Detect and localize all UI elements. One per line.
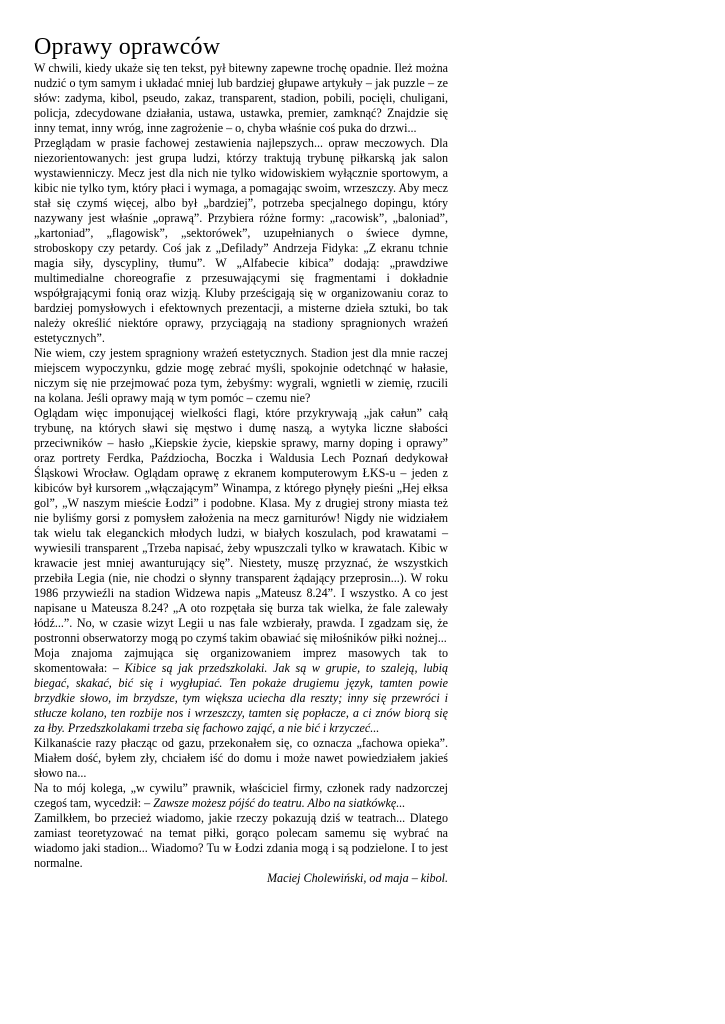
- paragraph-acquaintance-quote: [34, 646, 448, 736]
- paragraph-tear-gas: Kilkanaście razy płacząc od gazu, przekonałem się, co oznacza „fachowa opieka”. Miałem dość, byłem zły, chciałem iść do domu i może nawet powiedziałem jakieś słowo na...: [34, 736, 448, 780]
- paragraph-stadium-rest: Nie wiem, czy jestem spragniony wrażeń estetycznych. Stadion jest dla mnie raczej miejscem wypoczynku, gdzie mogę zebrać myśli, spokojnie odetchnąć w hałasie, niczym się nie przejmować poza tym, żebyśmy: wygrali, wgnietli w ziemię, rzucili na kolana. Jeśli oprawy mają w tym pomóc – czemu nie?: [34, 346, 448, 405]
- article-title: Oprawy oprawców: [34, 34, 221, 60]
- paragraph-oprawy-definition: Przeglądam w prasie fachowej zestawienia najlepszych... opraw meczowych. Dla niezorientowanych: jest grupa ludzi, którzy traktują trybunę piłkarską jak salon wystawienniczy. Mecz jest dla nich nie tylko widowiskiem wyłącznie sportowym, a kibic nie tylko tym, który płaci i wymaga, a pomagając swoim, wrzeszczy. Aby mecz stał się czymś więcej, albo był „bardziej”, potrzeba specjalnego dopingu, który nazywany jest właśnie „oprawą”. Przybiera różne formy: „racowisk”, „baloniad”, „kartoniad”, „flagowisk”, „sektorówek”, uzupełnianych o świece dymne, stroboskopy czy petardy. Coś jak z „Defilady” Andrzeja Fidyka: „Z ekranu tchnie magia siły, dyscypliny, tłumu”. W „Alfabecie kibica” dodają: „prawdziwe multimedialne choreografie z przesuwającymi się fragmentami i dokładnie współgrającymi fonią oraz wizją. Kluby prześcigają się w organizowaniu coraz to bardziej pomysłowych i efektownych prezentacji, a misterne dzieła sztuki, bo tak należy określić niektóre oprawy, przyciągają na stadiony spragnionych wrażeń estetycznych”.: [34, 136, 448, 345]
- quote-intro: Moja znajoma zajmująca się organizowaniem imprez masowych tak to skomentowała: –: [34, 646, 448, 675]
- paragraph-conclusion: Zamilkłem, bo przecież wiadomo, jakie rzeczy pokazują dziś w teatrach... Dlatego zamiast teoretyzować na temat piłki, gorąco polecam samemu się wybrać na wiadomo jaki stadion... Wiadomo? Tu w Łodzi zdania mogą i są podzielone. I to jest normalne.: [34, 811, 448, 870]
- paragraph-colleague-quote: [34, 781, 448, 811]
- paragraph-examples: Oglądam więc imponującej wielkości flagi, które przykrywają „jak całun” całą trybunę, na których sławi się męstwo i dumę naszą, a wytyka liczne słabości przeciwników – hasło „Kiepskie życie, kiepskie sprawy, marny doping i oprawy” oraz portrety Ferdka, Paździocha, Boczka i Waldusia Lech Poznań dedykował Śląskowi Wrocław. Oglądam oprawę z ekranem komputerowym ŁKS-u – jeden z kibiców był kursorem „włączającym” Winampa, z którego płynęły pieśni „Hej ełksa gol”, „W naszym mieście Łodzi” i podobne. Klasa. My z drugiej strony miasta też nie byliśmy gorsi z pomysłem założenia na mecz garniturów! Nigdy nie widziałem tak wielu tak eleganckich młodych ludzi, w białych koszulach, pod krawatami – wywiesili transparent „Trzeba napisać, żeby wpuszczali tylko w krawatach. Kibic w krawacie jest mniej awanturujący się”. Niestety, muszę przyznać, że wszystkich przebiła Legia (nie, nie chodzi o słynny transparent żądający przeprosin...). W roku 1986 przywieźli na stadion Widzewa napis „Mateusz 8.24”. I wszystko. A co jest napisane u Mateusza 8.24? „A oto rozpętała się burza tak wielka, że fale zalewały łódź...”. No, w czasie wizyt Legii u nas fale wzbierały, prawda. I zgadzam się, że postronni obserwatorzy mogą po czymś takim obawiać się miłośników piłki nożnej...: [34, 406, 448, 645]
- colleague-intro: Na to mój kolega, „w cywilu” prawnik, właściciel firmy, członek rady nadzorczej czegoś tam, wycedził: –: [34, 781, 448, 810]
- paragraph-intro: W chwili, kiedy ukaże się ten tekst, pył bitewny zapewne trochę opadnie. Ileż można nudzić o tym samym i układać mniej lub bardziej głupawe artykuły – jak puzzle – ze słów: zadyma, kibol, pseudo, zakaz, transparent, stadion, pobili, pocięli, chuligani, policja, zdecydowane działania, ustawa, ustawka, premier, zamknąć? Znajdzie się inny temat, inny wróg, inne zagrożenie – o, chyba właśnie coś puka do drzwi...: [34, 61, 448, 135]
- author-signature: Maciej Cholewiński, od maja – kibol.: [266, 871, 448, 885]
- quote-text: Kibice są jak przedszkolaki. Jak są w grupie, to szaleją, lubią biegać, skakać, bić się i wygłupiać. Ten pokaże drugiemu język, tamten powie brzydkie słowo, im brzydsze, tym większa uciecha dla reszty; inny się przewróci i stłucze kolano, ten rozbije nos i wrzeszczy, tamten się popłacze, a ci znów biorą się za łby. Przedszkolakami trzeba się fachowo zająć, a nie bić i krzyczeć...: [34, 661, 448, 735]
- colleague-quote-text: Zawsze możesz pójść do teatru. Albo na siatkówkę...: [153, 796, 406, 810]
- article: [34, 34, 448, 886]
